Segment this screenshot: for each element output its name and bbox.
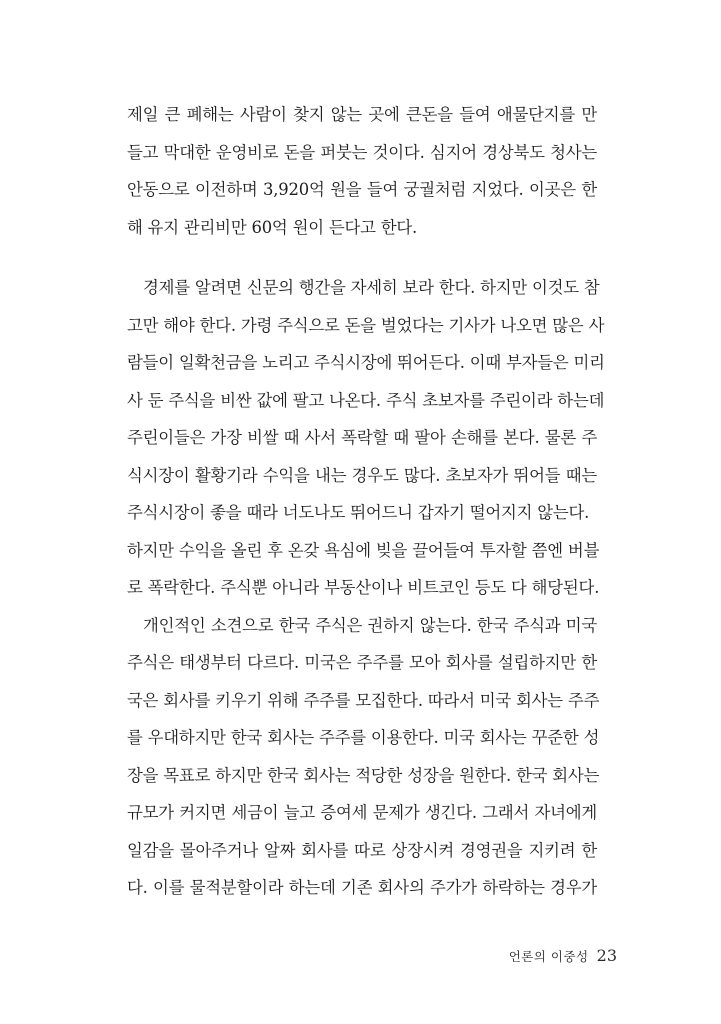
text-line: 국은 회사를 키우기 위해 주주를 모집한다. 따라서 미국 회사는 주주 [127,690,600,710]
text-line: 해 유지 관리비만 60억 원이 든다고 한다. [127,217,418,237]
paragraph-1 [127,96,597,246]
text-line: 고만 해야 한다. 가령 주식으로 돈을 벌었다는 기사가 나오면 많은 사 [127,315,605,335]
text-line: 규모가 커지면 세금이 늘고 증여세 문제가 생긴다. 그래서 자녀에게 [127,803,597,822]
text-line: 장을 목표로 하지만 한국 회사는 적당한 성장을 원한다. 한국 회사는 [127,765,600,785]
page-footer [509,946,617,965]
text-line: 안동으로 이전하며 3,920억 원을 들여 궁궐처럼 지었다. 이곳은 한 [127,180,597,199]
text-line: 람들이 일확천금을 노리고 주식시장에 뛰어든다. 이때 부자들은 미리 [127,353,605,372]
text-line: 사 둔 주식을 비싼 값에 팔고 나온다. 주식 초보자를 주린이라 하는데 [127,390,605,410]
text-line: 주린이들은 가장 비쌀 때 사서 폭락할 때 팔아 손해를 본다. 물론 주 [127,428,597,447]
text-line: 주식시장이 좋을 때라 너도나도 뛰어드니 갑자기 떨어지지 않는다. [127,503,590,522]
page-number: 23 [596,946,617,965]
text-line: 일감을 몰아주거나 알짜 회사를 따로 상장시켜 경영권을 지키려 한 [127,840,597,860]
text-line: 경제를 알려면 신문의 행간을 자세히 보라 한다. 하지만 이것도 참 [143,278,600,297]
text-line: 식시장이 활황기라 수익을 내는 경우도 많다. 초보자가 뛰어들 때는 [127,465,597,485]
text-line: 로 폭락한다. 주식뿐 아니라 부동산이나 비트코인 등도 다 해당된다. [127,578,600,597]
text-line: 들고 막대한 운영비로 돈을 퍼붓는 것이다. 심지어 경상북도 청사는 [127,142,597,162]
text-line: 하지만 수익을 올린 후 온갖 욕심에 빚을 끌어들여 투자할 쯤엔 버블 [127,540,600,560]
text-line: 제일 큰 폐해는 사람이 찾지 않는 곳에 큰돈을 들여 애물단지를 만 [127,105,597,124]
text-line: 주식은 태생부터 다르다. 미국은 주주를 모아 회사를 설립하지만 한 [127,653,597,672]
text-line: 개인적인 소견으로 한국 주식은 권하지 않는다. 한국 주식과 미국 [143,615,597,635]
running-title: 언론의 이중성 [508,949,589,964]
paragraph-2 [127,269,605,907]
text-line: 를 우대하지만 한국 회사는 주주를 이용한다. 미국 회사는 꾸준한 성 [127,728,600,747]
text-line: 다. 이를 물적분할이라 하는데 기존 회사의 주가가 하락하는 경우가 [127,878,597,897]
